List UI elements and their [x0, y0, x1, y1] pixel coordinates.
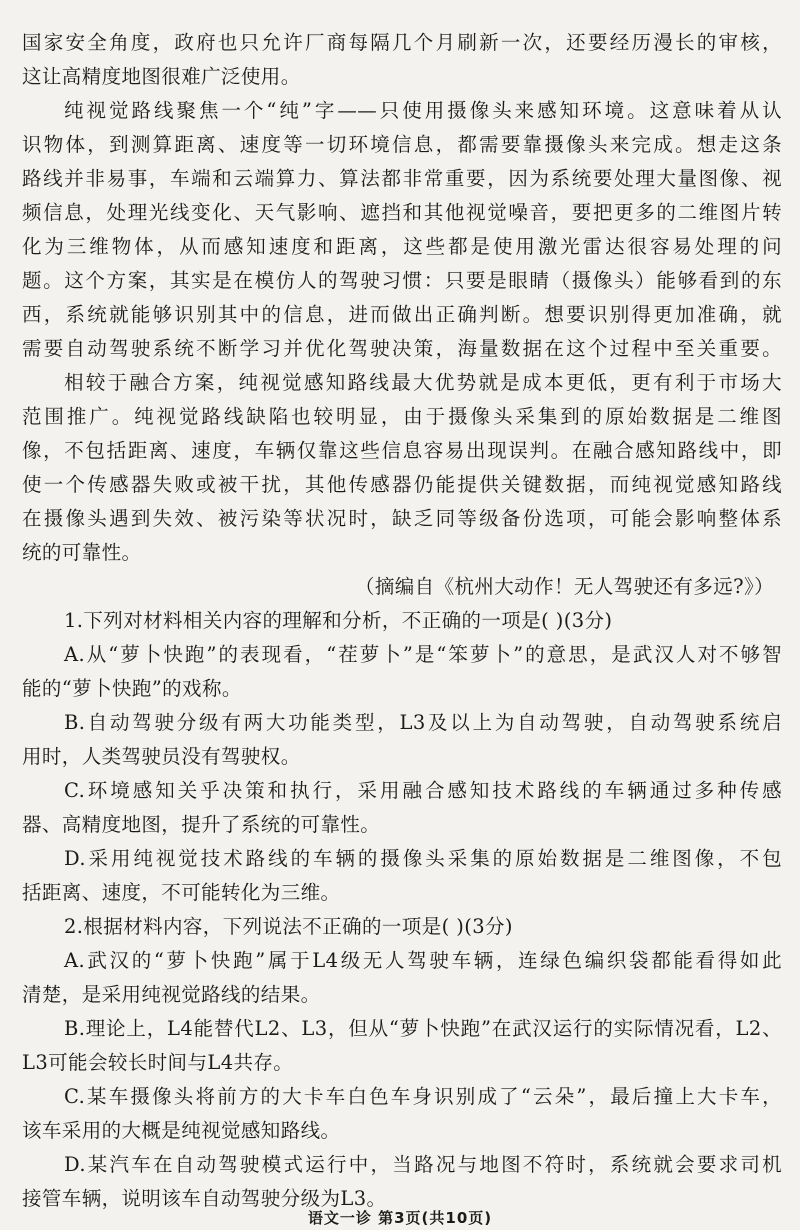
- question-1-stem: 1.下列对材料相关内容的理解和分析，不正确的一项是( )(3分): [64, 609, 613, 632]
- q1-option-c: C.环境感知关乎决策和执行，采用融合感知技术路线的车辆通过多种传感: [64, 779, 782, 802]
- q2-option-b-cont: L3可能会较长时间与L4共存。: [22, 1051, 294, 1074]
- q1-option-a: A.从“萝卜快跑”的表现看，“茬萝卜”是“笨萝卜”的意思，是武汉人对不够智: [64, 643, 782, 666]
- text-line: 相较于融合方案，纯视觉感知路线最大优势就是成本更低，更有利于市场大: [64, 371, 782, 394]
- text-line: 路线并非易事，车端和云端算力、算法都非常重要，因为系统要处理大量图像、视: [22, 167, 782, 190]
- text-line: 像，不包括距离、速度，车辆仅靠这些信息容易出现误判。在融合感知路线中，即: [22, 439, 782, 462]
- text-line: 西，系统就能够识别其中的信息，进而做出正确判断。想要识别得更加准确，就: [22, 303, 782, 326]
- text-line: 使一个传感器失败或被干扰，其他传感器仍能提供关键数据，而纯视觉感知路线: [22, 473, 782, 496]
- q1-option-a-cont: 能的“萝卜快跑”的戏称。: [22, 677, 242, 700]
- text-line: 需要自动驾驶系统不断学习并优化驾驶决策，海量数据在这个过程中至关重要。: [22, 337, 782, 360]
- q2-option-d: D.某汽车在自动驾驶模式运行中，当路况与地图不符时，系统就会要求司机: [64, 1153, 782, 1176]
- q1-option-d-cont: 括距离、速度，不可能转化为三维。: [22, 881, 341, 904]
- q1-option-b: B.自动驾驶分级有两大功能类型，L3及以上为自动驾驶，自动驾驶系统启: [64, 711, 782, 734]
- q1-option-b-cont: 用时，人类驾驶员没有驾驶权。: [22, 745, 301, 768]
- q2-option-a-cont: 清楚，是采用纯视觉路线的结果。: [22, 983, 321, 1006]
- text-line: 范围推广。纯视觉路线缺陷也较明显，由于摄像头采集到的原始数据是二维图: [22, 405, 782, 428]
- q1-option-d: D.采用纯视觉技术路线的车辆的摄像头采集的原始数据是二维图像，不包: [64, 847, 782, 870]
- source-citation: （摘编自《杭州大动作！无人驾驶还有多远?》）: [354, 575, 774, 598]
- q1-option-c-cont: 器、高精度地图，提升了系统的可靠性。: [22, 813, 381, 836]
- text-line: 识物体，到测算距离、速度等一切环境信息，都需要靠摄像头来完成。想走这条: [22, 133, 782, 156]
- q2-option-d-cont: 接管车辆，说明该车自动驾驶分级为L3。: [22, 1187, 387, 1210]
- text-line: 这让高精度地图很难广泛使用。: [22, 65, 301, 88]
- page-footer: 语文一诊 第3页(共10页): [307, 1209, 493, 1227]
- q2-option-c: C.某车摄像头将前方的大卡车白色车身识别成了“云朵”，最后撞上大卡车，: [64, 1085, 782, 1108]
- q2-option-b: B.理论上，L4能替代L2、L3，但从“萝卜快跑”在武汉运行的实际情况看，L2、: [64, 1017, 782, 1040]
- text-line: 统的可靠性。: [22, 541, 142, 564]
- text-line: 纯视觉路线聚焦一个“纯”字——只使用摄像头来感知环境。这意味着从认: [64, 99, 782, 122]
- text-line: 题。这个方案，其实是在模仿人的驾驶习惯：只要是眼睛（摄像头）能够看到的东: [22, 269, 782, 292]
- question-2-stem: 2.根据材料内容，下列说法不正确的一项是( )(3分): [64, 915, 513, 938]
- text-line: 化为三维物体，从而感知速度和距离，这些都是使用激光雷达很容易处理的问: [22, 235, 782, 258]
- q2-option-a: A.武汉的“萝卜快跑”属于L4级无人驾驶车辆，连绿色编织袋都能看得如此: [64, 949, 782, 972]
- text-line: 国家安全角度，政府也只允许厂商每隔几个月刷新一次，还要经历漫长的审核，: [22, 31, 782, 54]
- text-line: 在摄像头遇到失效、被污染等状况时，缺乏同等级备份选项，可能会影响整体系: [22, 507, 782, 530]
- text-line: 频信息，处理光线变化、天气影响、遮挡和其他视觉噪音，要把更多的二维图片转: [22, 201, 782, 224]
- q2-option-c-cont: 该车采用的大概是纯视觉感知路线。: [22, 1119, 341, 1142]
